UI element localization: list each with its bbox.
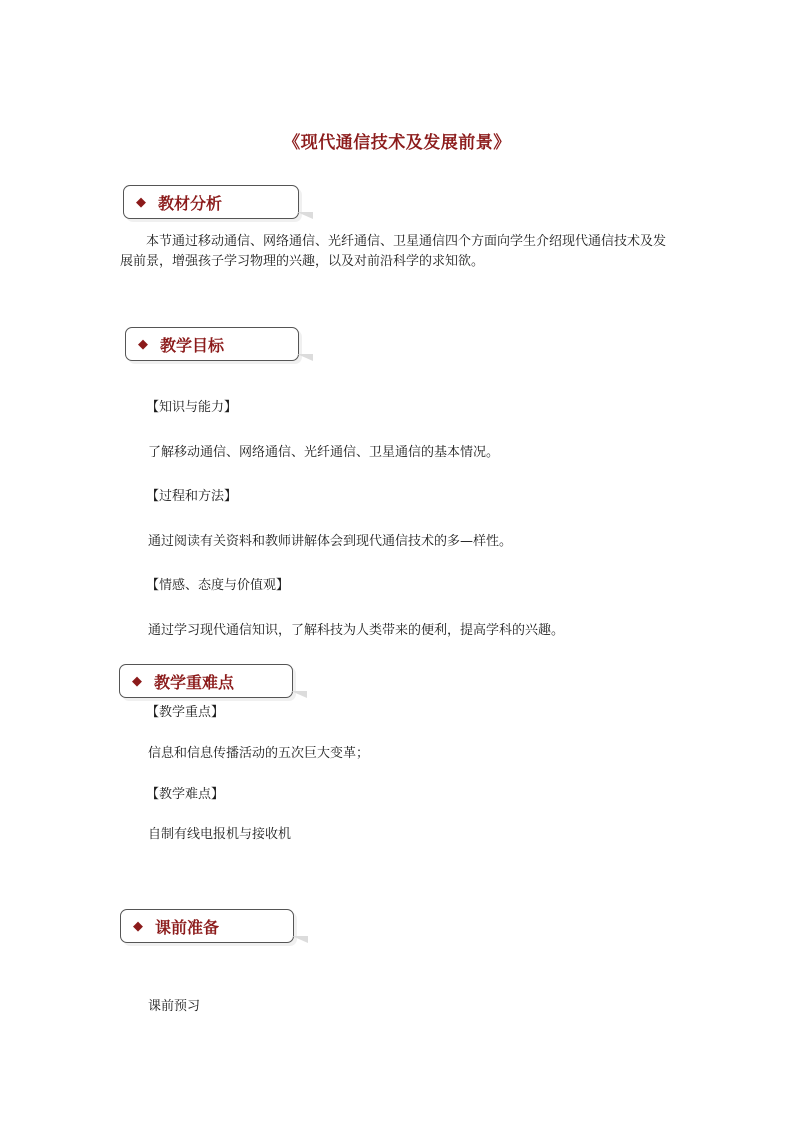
section-heading-keypoints xyxy=(119,664,293,698)
process-text: 通过阅读有关资料和教师讲解体会到现代通信技术的多—样性。 xyxy=(148,534,513,549)
section-heading-analysis xyxy=(123,185,299,219)
heading-tail-decoration xyxy=(292,936,308,943)
knowledge-text: 了解移动通信、网络通信、光纤通信、卫星通信的基本情况。 xyxy=(148,445,500,460)
focus-text: 信息和信息传播活动的五次巨大变革； xyxy=(148,746,370,761)
analysis-paragraph: 本节通过移动通信、网络通信、光纤通信、卫星通信四个方面向学生介绍现代通信技术及发展前景，增强孩子学习物理的兴趣，以及对前沿科学的求知欲。 xyxy=(120,234,667,269)
knowledge-label: 【知识与能力】 xyxy=(146,400,238,415)
process-label: 【过程和方法】 xyxy=(146,489,238,504)
difficulty-text: 自制有线电报机与接收机 xyxy=(148,827,292,842)
emotion-text: 通过学习现代通信知识，了解科技为人类带来的便利，提高学科的兴趣。 xyxy=(148,623,565,638)
section-heading-label: 教材分析 xyxy=(158,193,223,213)
heading-tail-decoration xyxy=(291,691,307,698)
section-heading-label: 教学重难点 xyxy=(154,672,235,692)
diamond-icon: ◆ xyxy=(132,673,142,689)
section-heading-label: 课前准备 xyxy=(155,917,220,937)
document-title: 《现代通信技术及发展前景》 xyxy=(283,133,511,153)
diamond-icon: ◆ xyxy=(136,194,146,210)
prep-text: 课前预习 xyxy=(148,999,201,1014)
difficulty-label: 【教学难点】 xyxy=(146,787,225,802)
section-heading-label: 教学目标 xyxy=(160,335,225,355)
focus-label: 【教学重点】 xyxy=(146,705,225,720)
heading-tail-decoration xyxy=(297,212,313,219)
section-heading-prep xyxy=(120,909,294,943)
section-heading-goals xyxy=(125,327,299,361)
emotion-label: 【情感、态度与价值观】 xyxy=(146,578,290,593)
diamond-icon: ◆ xyxy=(138,336,148,352)
heading-tail-decoration xyxy=(297,354,313,361)
diamond-icon: ◆ xyxy=(133,918,143,934)
